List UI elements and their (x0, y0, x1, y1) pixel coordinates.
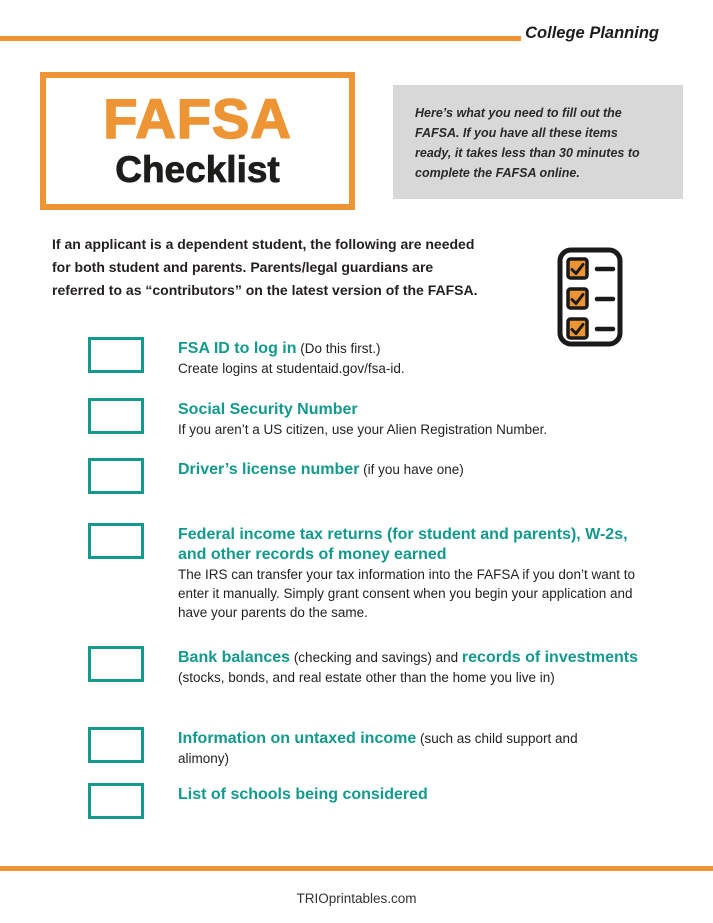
item-checkbox[interactable] (88, 458, 144, 494)
title-box (40, 72, 355, 210)
item-text (178, 727, 578, 769)
item-text (178, 646, 638, 687)
item-title-highlight: FSA ID to log in (178, 340, 297, 357)
item-title (178, 729, 578, 749)
item-body-line: If you aren’t a US citizen, use your Alien Registration Number. (178, 422, 548, 437)
item-text (178, 783, 428, 805)
item-title (178, 545, 635, 565)
description-line: If an applicant is a dependent student, the following are needed (52, 236, 475, 252)
item-title-note: (checking and savings) and (290, 650, 462, 665)
item-title (178, 648, 638, 668)
item-title-highlight: Bank balances (178, 649, 291, 666)
header-rule (0, 36, 521, 41)
checklist-item-tax-returns (88, 523, 698, 622)
item-title (178, 785, 428, 805)
item-checkbox[interactable] (88, 523, 144, 559)
item-text (178, 458, 464, 480)
item-checkbox[interactable] (88, 398, 144, 434)
intro-note-line: Here’s what you need to fill out the (415, 106, 622, 120)
page-subtitle: Checklist (115, 148, 280, 190)
intro-note-line: FAFSA. If you have all these items (415, 126, 618, 140)
item-title-highlight: Federal income tax returns (for student and parents), W-2s, (178, 526, 628, 543)
item-title-highlight: records of investments (461, 649, 638, 666)
item-checkbox[interactable] (88, 646, 144, 682)
item-checkbox[interactable] (88, 783, 144, 819)
item-title (178, 339, 405, 359)
item-body-line: The IRS can transfer your tax information into the FAFSA if you don’t want to (178, 567, 635, 582)
item-checkbox[interactable] (88, 337, 144, 373)
page-title: FAFSA (103, 86, 292, 150)
header-category-label: College Planning (525, 24, 659, 42)
item-title (178, 749, 578, 769)
footer-website: TRIOprintables.com (296, 891, 417, 906)
item-title-highlight: Social Security Number (178, 401, 358, 418)
item-title-highlight: Driver’s license number (178, 461, 360, 478)
description-line: referred to as “contributors” on the latest version of the FAFSA. (52, 282, 478, 298)
checklist-item-untaxed-income (88, 727, 698, 769)
item-title-highlight: Information on untaxed income (178, 730, 417, 747)
intro-note-line: complete the FAFSA online. (415, 166, 580, 180)
intro-note (393, 85, 683, 199)
item-text (178, 398, 547, 439)
description-line: for both student and parents. Parents/legal guardians are (52, 259, 434, 275)
item-body-line: enter it manually. Simply grant consent when you begin your application and (178, 586, 633, 601)
intro-note-line: ready, it takes less than 30 minutes to (415, 146, 640, 160)
item-body-line: (stocks, bonds, and real estate other than the home you live in) (178, 670, 555, 685)
item-checkbox[interactable] (88, 727, 144, 763)
footer-rule (0, 866, 713, 871)
item-title (178, 525, 635, 545)
checklist-item-fsa-id (88, 337, 698, 378)
checklist-item-ssn (88, 398, 698, 439)
checklist-item-drivers-license (88, 458, 698, 494)
item-title-note: (such as child support and (416, 731, 578, 746)
description-paragraph (52, 233, 478, 302)
item-text (178, 337, 405, 378)
item-title (178, 460, 464, 480)
item-body-line: Create logins at studentaid.gov/fsa-id. (178, 361, 405, 376)
clipboard-checklist-icon (556, 246, 624, 348)
item-body-line: have your parents do the same. (178, 605, 368, 620)
item-title-highlight: List of schools being considered (178, 786, 428, 803)
checklist (88, 337, 698, 819)
item-title-note: alimony) (178, 751, 230, 766)
item-title-note: (Do this first.) (296, 341, 381, 356)
item-title-note: (if you have one) (359, 462, 464, 477)
item-title (178, 400, 547, 420)
item-title-highlight: and other records of money earned (178, 546, 447, 563)
checklist-item-schools-list (88, 783, 698, 819)
checklist-item-bank-balances (88, 646, 698, 687)
item-text (178, 523, 635, 622)
